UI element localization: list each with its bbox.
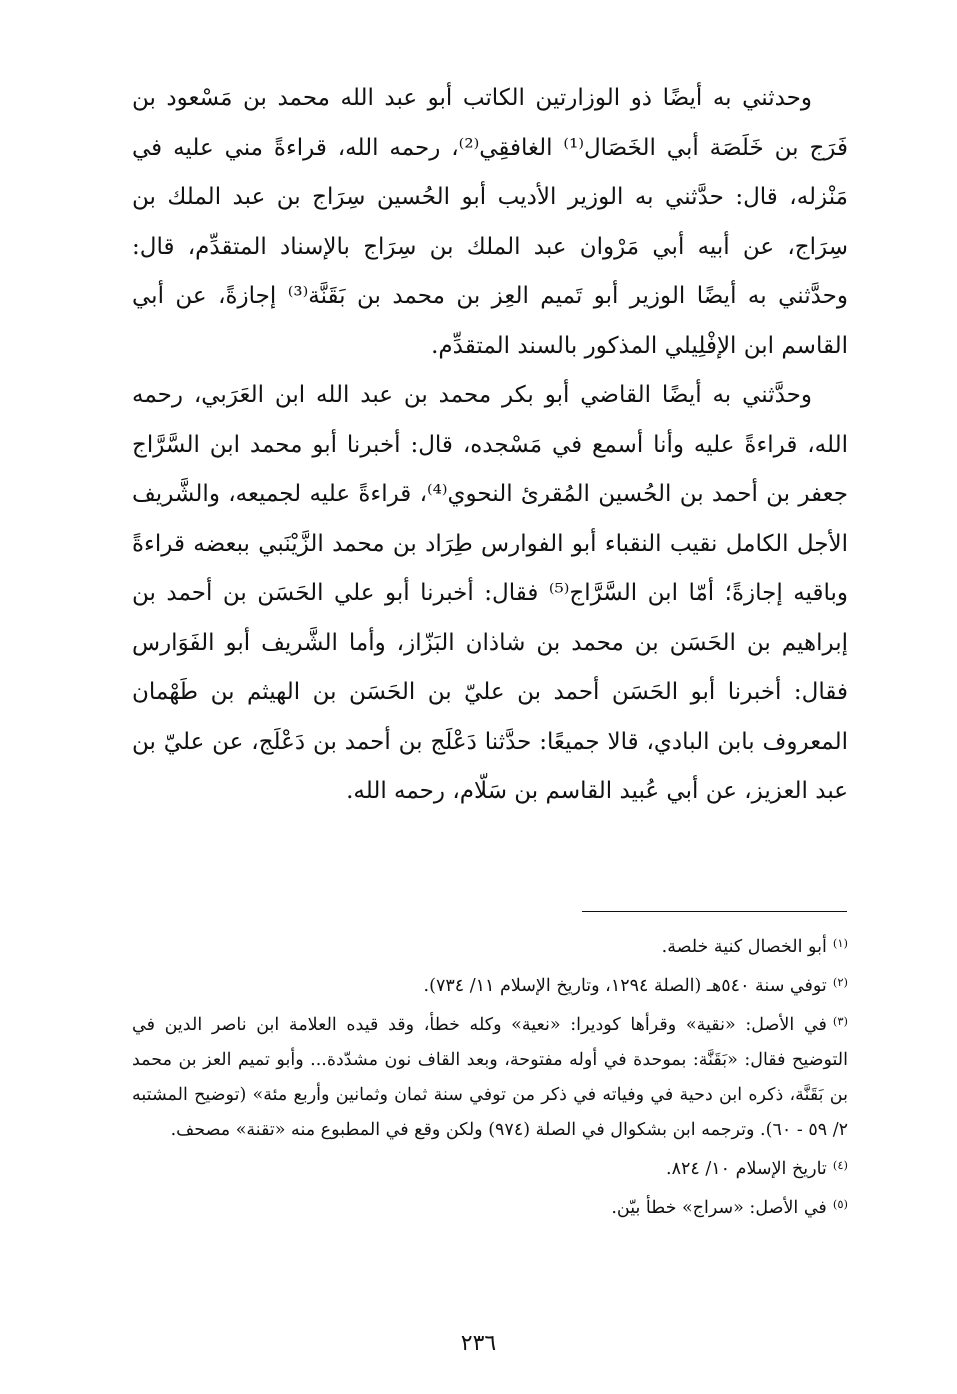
footnote-text: في الأصل: «نقية» وقرأها كوديرا: «نعية» وكله خطأ، وقد قيده العلامة ابن ناصر الدين في التوضيح فقال: «بَقَنَّة: بموحدة في أوله مفتوحة، وبعد القاف نون مشدّدة... وأبو تميم العز بن محمد بن بَقَنَّة، ذكره ابن دحية في وفياته في ذكر من توفي سنة ثمان وثمانين وأربع مئة» (توضيح المشتبه ٢/ ٥٩ - ٦٠). وترجمه ابن بشكوال في الصلة (٩٧٤) ولكن وقع في المطبوع منه «تقنة» مصحف.: [132, 1015, 848, 1140]
paragraph-2: وحدَّثني به أيضًا القاضي أبو بكر محمد بن عبد الله ابن العَرَبي، رحمه الله، قراءةً عليه وأنا أسمع في مَسْجده، قال: أخبرنا أبو محمد ابن السَّرَّاج جعفر بن أحمد بن الحُسين المُقرئ النحوي⁽⁴⁾، قراءةً عليه لجميعه، والشَّريف الأجل الكامل نقيب النقباء أبو الفوارس طِرَاد بن محمد الزَّيْنَبي ببعضه قراءةً وباقيه إجازةً؛ أمّا ابن السَّرَّاج⁽⁵⁾ فقال: أخبرنا أبو علي الحَسَن بن أحمد بن إبراهيم بن الحَسَن بن محمد بن شاذان البَزّاز، وأما الشَّريف أبو الفَوَارس فقال: أخبرنا أبو الحَسَن أحمد بن عليّ بن الحَسَن بن الهيثم بن طَهْمان المعروف بابن البادي، قالا جميعًا: حدَّثنا دَعْلَج بن أحمد بن دَعْلَج، عن عليّ بن عبد العزيز، عن أبي عُبيد القاسم بن سَلّام، رحمه الله.: [132, 382, 848, 804]
footnotes: [132, 926, 848, 1226]
footnote-2: [132, 965, 848, 1004]
footnote-1: [132, 926, 848, 965]
footnote-divider: [582, 911, 847, 912]
footnote-text: في الأصل: «سراج» خطأ بيّن.: [611, 1198, 827, 1218]
footnote-text: أبو الخصال كنية خلصة.: [661, 937, 827, 957]
footnote-number: (٣): [832, 1014, 848, 1028]
footnote-number: (٥): [832, 1197, 848, 1211]
main-text: [132, 74, 848, 817]
footnote-number: (٢): [832, 975, 848, 989]
footnote-text: تاريخ الإسلام ١٠/ ٨٢٤.: [666, 1159, 827, 1179]
footnote-number: (١): [832, 936, 848, 950]
footnote-text: توفي سنة ٥٤٠هـ (الصلة ١٢٩٤، وتاريخ الإسلام ١١/ ٧٣٤).: [423, 976, 827, 996]
footnote-4: [132, 1148, 848, 1187]
footnote-number: (٤): [832, 1158, 848, 1172]
footnote-5: [132, 1187, 848, 1226]
page-number: ٢٣٦: [460, 1331, 497, 1356]
paragraph-1: وحدثني به أيضًا ذو الوزارتين الكاتب أبو عبد الله محمد بن مَسْعود بن فَرَج بن خَلَصَة أبي الخَصَال⁽¹⁾ الغافقِي⁽²⁾، رحمه الله، قراءةً مني عليه في مَنْزله، قال: حدَّثني به الوزير الأديب أبو الحُسين سِرَاج بن عبد الملك بن سِرَاج، عن أبيه أبي مَرْوان عبد الملك بن سِرَاج بالإسناد المتقدِّم، قال: وحدَّثني به أيضًا الوزير أبو تَميم العِز بن محمد بن بَقَنَّة⁽³⁾ إجازةً، عن أبي القاسم ابن الإفْلِيلي المذكور بالسند المتقدِّم.: [132, 85, 848, 359]
footnote-3: [132, 1004, 848, 1148]
